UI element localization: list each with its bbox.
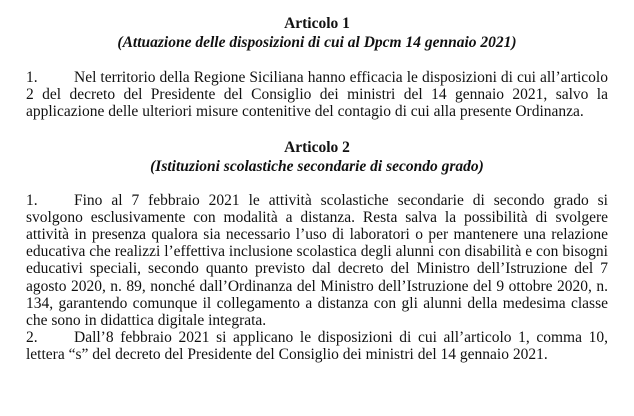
article-2-paragraph-2 xyxy=(26,329,608,363)
paragraph-number: 1. xyxy=(26,191,38,209)
paragraph-number: 1. xyxy=(26,69,38,86)
article-2-paragraph-1 xyxy=(26,192,608,330)
paragraph-text: Dall’8 febbraio 2021 si applicano le disposizioni di cui all’articolo 1, comma 10, lettera “s” del decreto del Presidente del Consiglio dei ministri del 14 gennaio 2021. xyxy=(26,329,608,364)
article-2 xyxy=(26,138,608,364)
paragraph-number: 2. xyxy=(26,329,38,347)
document-page xyxy=(26,14,608,364)
article-1-subtitle: (Attuazione delle disposizioni di cui al Dpcm 14 gennaio 2021) xyxy=(117,34,517,51)
article-1-paragraph-1 xyxy=(26,69,608,121)
paragraph-text: Fino al 7 febbraio 2021 le attività scolastiche secondarie di secondo grado si svolgono esclusivamente con modalità a distanza. Resta salva la possibilità di svolgere attività in presenza qualora sia necessario l’uso di laboratori o per mantenere una relazione educativa che realizzi l’effettiva inclusione scolastica degli alunni con disabilità e con bisogni educativi speciali, secondo quanto previsto dal decreto del Ministro dell’Istruzione del 7 agosto 2020, n. 89, nonché dall’Ordinanza del Ministro dell’Istruzione del 9 ottobre 2020, n. 134, garantendo comunque il collegamento a distanza con gli alunni della medesima classe che sono in didattica digitale integrata. xyxy=(26,191,608,330)
article-2-subtitle: (Istituzioni scolastiche secondarie di secondo grado) xyxy=(150,157,484,175)
article-1 xyxy=(26,14,608,121)
paragraph-text: Nel territorio della Regione Siciliana hanno efficacia le disposizioni di cui all’articolo 2 del decreto del Presidente del Consiglio dei ministri del 14 gennaio 2021, salvo la applicazione delle ulteriori misure contenitive del contagio di cui alla presente Ordinanza. xyxy=(26,69,608,121)
article-2-title: Articolo 2 xyxy=(284,138,350,156)
article-1-title: Articolo 1 xyxy=(284,15,350,32)
